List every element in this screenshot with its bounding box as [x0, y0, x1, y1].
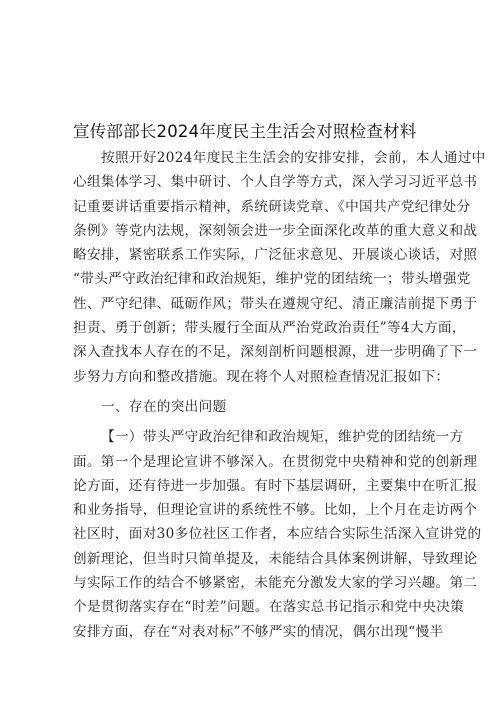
paragraph-line: 性、严守纪律、砥砺作风；带头在遵规守纪、清正廉洁前提下勇于 [73, 295, 478, 312]
paragraph-line: 心组集体学习、集中研讨、个人自学等方式，深入学习习近平总书 [73, 174, 478, 191]
paragraph-line: 和业务指导，但理论宣讲的系统性不够。比如，上个月在走访两个 [73, 502, 478, 519]
paragraph-line: 条例》等党内法规，深刻领会进一步全面深化改革的重大意义和战 [73, 222, 478, 239]
paragraph-line: 深入查找本人存在的不足，深刻剖析问题根源，进一步明确了下一 [73, 344, 478, 361]
paragraph-line: 略安排，紧密联系工作实际，广泛征求意见、开展谈心谈话，对照 [73, 247, 478, 264]
paragraph-line: 按照开好2024年度民主生活会的安排安排，会前，本人通过中 [101, 150, 486, 166]
paragraph-line: “带头严守政治纪律和政治规矩，维护党的团结统一；带头增强党 [73, 271, 471, 288]
paragraph-line: 社区时，面对30多位社区工作者，本应结合实际生活深入宣讲党的 [73, 526, 482, 543]
paragraph-line: 步努力方向和整改措施。现在将个人对照检查情况汇报如下： [73, 368, 450, 385]
paragraph-line: 担责、勇于创新；带头履行全面从严治党政治责任”等4大方面， [73, 320, 466, 337]
paragraph-line: 与实际工作的结合不够紧密，未能充分激发大家的学习兴趣。第二 [73, 575, 478, 592]
paragraph-line: 记重要讲话重要指示精神，系统研读党章、《中国共产党纪律处分 [73, 198, 471, 215]
paragraph-line: 论方面，还有待进一步加强。有时下基层调研，主要集中在听汇报 [73, 477, 478, 494]
paragraph-line: 面。第一个是理论宣讲不够深入。在贯彻党中央精神和党的创新理 [73, 453, 478, 470]
section-heading: 一、存在的突出问题 [101, 398, 227, 415]
paragraph-line: 个是贯彻落实存在“时差”问题。在落实总书记指示和党中央决策 [73, 599, 465, 616]
paragraph-line: 【一）带头严守政治纪律和政治规矩，维护党的团结统一方 [101, 429, 464, 446]
paragraph-line: 创新理论，但当时只简单提及，未能结合具体案例讲解，导致理论 [73, 550, 478, 567]
document-title: 宣传部部长2024年度民主生活会对照检查材料 [73, 122, 417, 141]
paragraph-line: 安排方面，存在“对表对标”不够严实的情况，偶尔出现“慢半 [73, 623, 444, 640]
document-body [73, 146, 486, 644]
